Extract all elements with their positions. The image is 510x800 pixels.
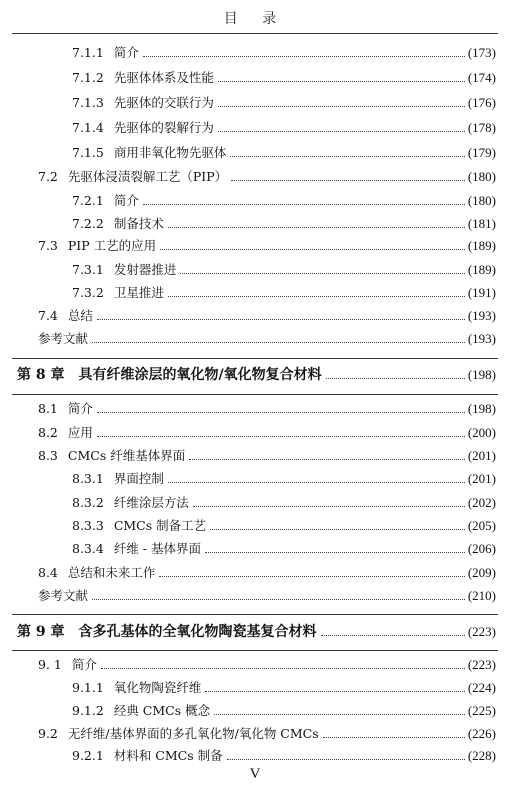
- entry-title: 先驱体的裂解行为: [113, 120, 214, 135]
- entry-number: 7.3: [38, 238, 58, 253]
- dot-leader: [168, 482, 465, 483]
- dot-leader: [218, 131, 465, 132]
- entry-page: (180): [467, 169, 496, 184]
- toc-entry[interactable]: [72, 69, 496, 87]
- entry-page: (206): [467, 541, 496, 556]
- entry-title: CMCs 制备工艺: [113, 518, 207, 533]
- entry-page: (205): [467, 518, 496, 533]
- toc-entry-references[interactable]: [38, 330, 496, 348]
- entry-number: 8.1: [38, 401, 58, 416]
- toc-entry[interactable]: [38, 307, 496, 325]
- running-header: 目 录: [223, 11, 287, 27]
- dot-leader: [143, 204, 465, 205]
- toc-entry[interactable]: [72, 747, 496, 765]
- dot-leader: [160, 249, 465, 250]
- toc-entry[interactable]: [72, 192, 496, 210]
- section-rule: [12, 650, 498, 651]
- toc-chapter-entry[interactable]: [17, 623, 496, 641]
- entry-title: 氧化物陶瓷纤维: [113, 680, 202, 695]
- entry-page: (201): [467, 448, 496, 463]
- entry-page: (173): [467, 45, 496, 60]
- entry-page: (209): [467, 565, 496, 580]
- entry-title: 商用非氧化物先驱体: [113, 145, 227, 160]
- entry-title: 简介: [113, 193, 139, 208]
- dot-leader: [97, 319, 465, 320]
- toc-entry[interactable]: [72, 144, 496, 162]
- dot-leader: [189, 459, 465, 460]
- entry-number: 7.2: [38, 169, 58, 184]
- entry-title: 纤维涂层方法: [113, 495, 189, 510]
- entry-page: (198): [467, 367, 496, 382]
- entry-page: (224): [467, 680, 496, 695]
- toc-entry[interactable]: [72, 94, 496, 112]
- entry-title: 简介: [113, 45, 139, 60]
- dot-leader: [97, 412, 465, 413]
- dot-leader: [193, 506, 465, 507]
- chapter-title: 具有纤维涂层的氧化物/氧化物复合材料: [78, 367, 322, 383]
- entry-number: 9.2.1: [72, 748, 104, 763]
- entry-page: (176): [467, 95, 496, 110]
- entry-page: (193): [467, 308, 496, 323]
- dot-leader: [168, 227, 465, 228]
- dot-leader: [218, 106, 465, 107]
- toc-entry[interactable]: [38, 424, 496, 442]
- entry-page: (198): [467, 401, 496, 416]
- entry-page: (200): [467, 425, 496, 440]
- entry-number: 9.1.1: [72, 680, 104, 695]
- entry-title: 经典 CMCs 概念: [113, 703, 211, 718]
- section-rule: [12, 358, 498, 359]
- entry-page: (178): [467, 120, 496, 135]
- toc-entry-references[interactable]: [38, 587, 496, 605]
- entry-title: 材料和 CMCs 制备: [113, 748, 223, 763]
- section-rule: [12, 614, 498, 615]
- entry-title: 先驱体的交联行为: [113, 95, 214, 110]
- entry-page: (179): [467, 145, 496, 160]
- toc-entry[interactable]: [72, 215, 496, 233]
- toc-entry[interactable]: [38, 725, 496, 743]
- entry-number: 8.3.3: [72, 518, 104, 533]
- toc-entry[interactable]: [38, 564, 496, 582]
- dot-leader: [214, 714, 465, 715]
- toc-entry[interactable]: [38, 168, 496, 186]
- entry-number: 7.2.2: [72, 216, 104, 231]
- toc-entry[interactable]: [72, 261, 496, 279]
- entry-page: (223): [467, 657, 496, 672]
- entry-page: (189): [467, 262, 496, 277]
- entry-number: 7.1.4: [72, 120, 104, 135]
- entry-page: (202): [467, 495, 496, 510]
- entry-page: (180): [467, 193, 496, 208]
- dot-leader: [180, 273, 465, 274]
- dot-leader: [210, 529, 465, 530]
- toc-entry[interactable]: [38, 400, 496, 418]
- entry-title: 制备技术: [113, 216, 164, 231]
- toc-entry[interactable]: [72, 540, 496, 558]
- dot-leader: [205, 552, 465, 553]
- chapter-number: 第 9 章: [17, 624, 65, 640]
- toc-chapter-entry[interactable]: [17, 366, 496, 384]
- dot-leader: [230, 156, 465, 157]
- entry-title: 参考文献: [38, 331, 89, 346]
- toc-entry[interactable]: [38, 447, 496, 465]
- dot-leader: [97, 436, 465, 437]
- entry-number: 7.3.2: [72, 285, 104, 300]
- toc-entry[interactable]: [38, 656, 496, 674]
- chapter-title: 含多孔基体的全氧化物陶瓷基复合材料: [78, 624, 317, 640]
- dot-leader: [143, 56, 465, 57]
- entry-page: (226): [467, 726, 496, 741]
- dot-leader: [227, 759, 465, 760]
- dot-leader: [92, 342, 465, 343]
- toc-entry[interactable]: [72, 119, 496, 137]
- entry-title: CMCs 纤维基体界面: [67, 448, 186, 463]
- entry-page: (181): [467, 216, 496, 231]
- header-rule: [12, 33, 498, 34]
- toc-entry[interactable]: [72, 517, 496, 535]
- entry-page: (228): [467, 748, 496, 763]
- entry-number: 7.1.5: [72, 145, 104, 160]
- entry-page: (174): [467, 70, 496, 85]
- entry-page: (193): [467, 331, 496, 346]
- entry-number: 7.4: [38, 308, 58, 323]
- entry-title: 纤维 - 基体界面: [113, 541, 201, 556]
- entry-number: 7.2.1: [72, 193, 104, 208]
- section-rule: [12, 394, 498, 395]
- entry-title: 简介: [67, 401, 93, 416]
- toc-entry[interactable]: [38, 237, 496, 255]
- entry-number: 7.1.1: [72, 45, 104, 60]
- dot-leader: [168, 296, 465, 297]
- entry-title: 先驱体体系及性能: [113, 70, 214, 85]
- entry-number: 8.3.1: [72, 471, 104, 486]
- dot-leader: [326, 378, 465, 379]
- entry-title: 应用: [67, 425, 93, 440]
- toc-entry[interactable]: [72, 284, 496, 302]
- entry-page: (191): [467, 285, 496, 300]
- dot-leader: [159, 576, 464, 577]
- toc-entry[interactable]: [72, 494, 496, 512]
- entry-page: (210): [467, 588, 496, 603]
- entry-title: 先驱体浸渍裂解工艺（PIP）: [67, 169, 228, 184]
- entry-title: 总结: [67, 308, 93, 323]
- toc-entry[interactable]: [72, 44, 496, 62]
- dot-leader: [101, 668, 465, 669]
- entry-title: 无纤维/基体界面的多孔氧化物/氧化物 CMCs: [67, 726, 319, 741]
- entry-title: 界面控制: [113, 471, 164, 486]
- entry-page: (201): [467, 471, 496, 486]
- entry-title: 总结和未来工作: [67, 565, 156, 580]
- dot-leader: [92, 599, 465, 600]
- toc-entry[interactable]: [72, 470, 496, 488]
- entry-title: 简介: [71, 657, 97, 672]
- dot-leader: [321, 635, 465, 636]
- entry-page: (225): [467, 703, 496, 718]
- entry-number: 9.2: [38, 726, 58, 741]
- entry-number: 7.1.2: [72, 70, 104, 85]
- entry-title: 参考文献: [38, 588, 89, 603]
- chapter-number: 第 8 章: [17, 367, 65, 383]
- entry-number: 8.4: [38, 565, 58, 580]
- dot-leader: [218, 81, 465, 82]
- entry-title: 发射器推进: [113, 262, 177, 277]
- entry-number: 8.3: [38, 448, 58, 463]
- dot-leader: [323, 737, 465, 738]
- entry-page: (223): [467, 624, 496, 639]
- entry-number: 8.3.4: [72, 541, 104, 556]
- entry-number: 7.3.1: [72, 262, 104, 277]
- entry-number: 7.1.3: [72, 95, 104, 110]
- entry-page: (189): [467, 238, 496, 253]
- entry-number: 8.3.2: [72, 495, 104, 510]
- entry-number: 9. 1: [38, 657, 62, 672]
- entry-number: 9.1.2: [72, 703, 104, 718]
- dot-leader: [205, 691, 465, 692]
- entry-number: 8.2: [38, 425, 58, 440]
- page-number: V: [249, 766, 261, 782]
- toc-entry[interactable]: [72, 702, 496, 720]
- entry-title: 卫星推进: [113, 285, 164, 300]
- entry-title: PIP 工艺的应用: [67, 238, 157, 253]
- toc-entry[interactable]: [72, 679, 496, 697]
- dot-leader: [231, 180, 465, 181]
